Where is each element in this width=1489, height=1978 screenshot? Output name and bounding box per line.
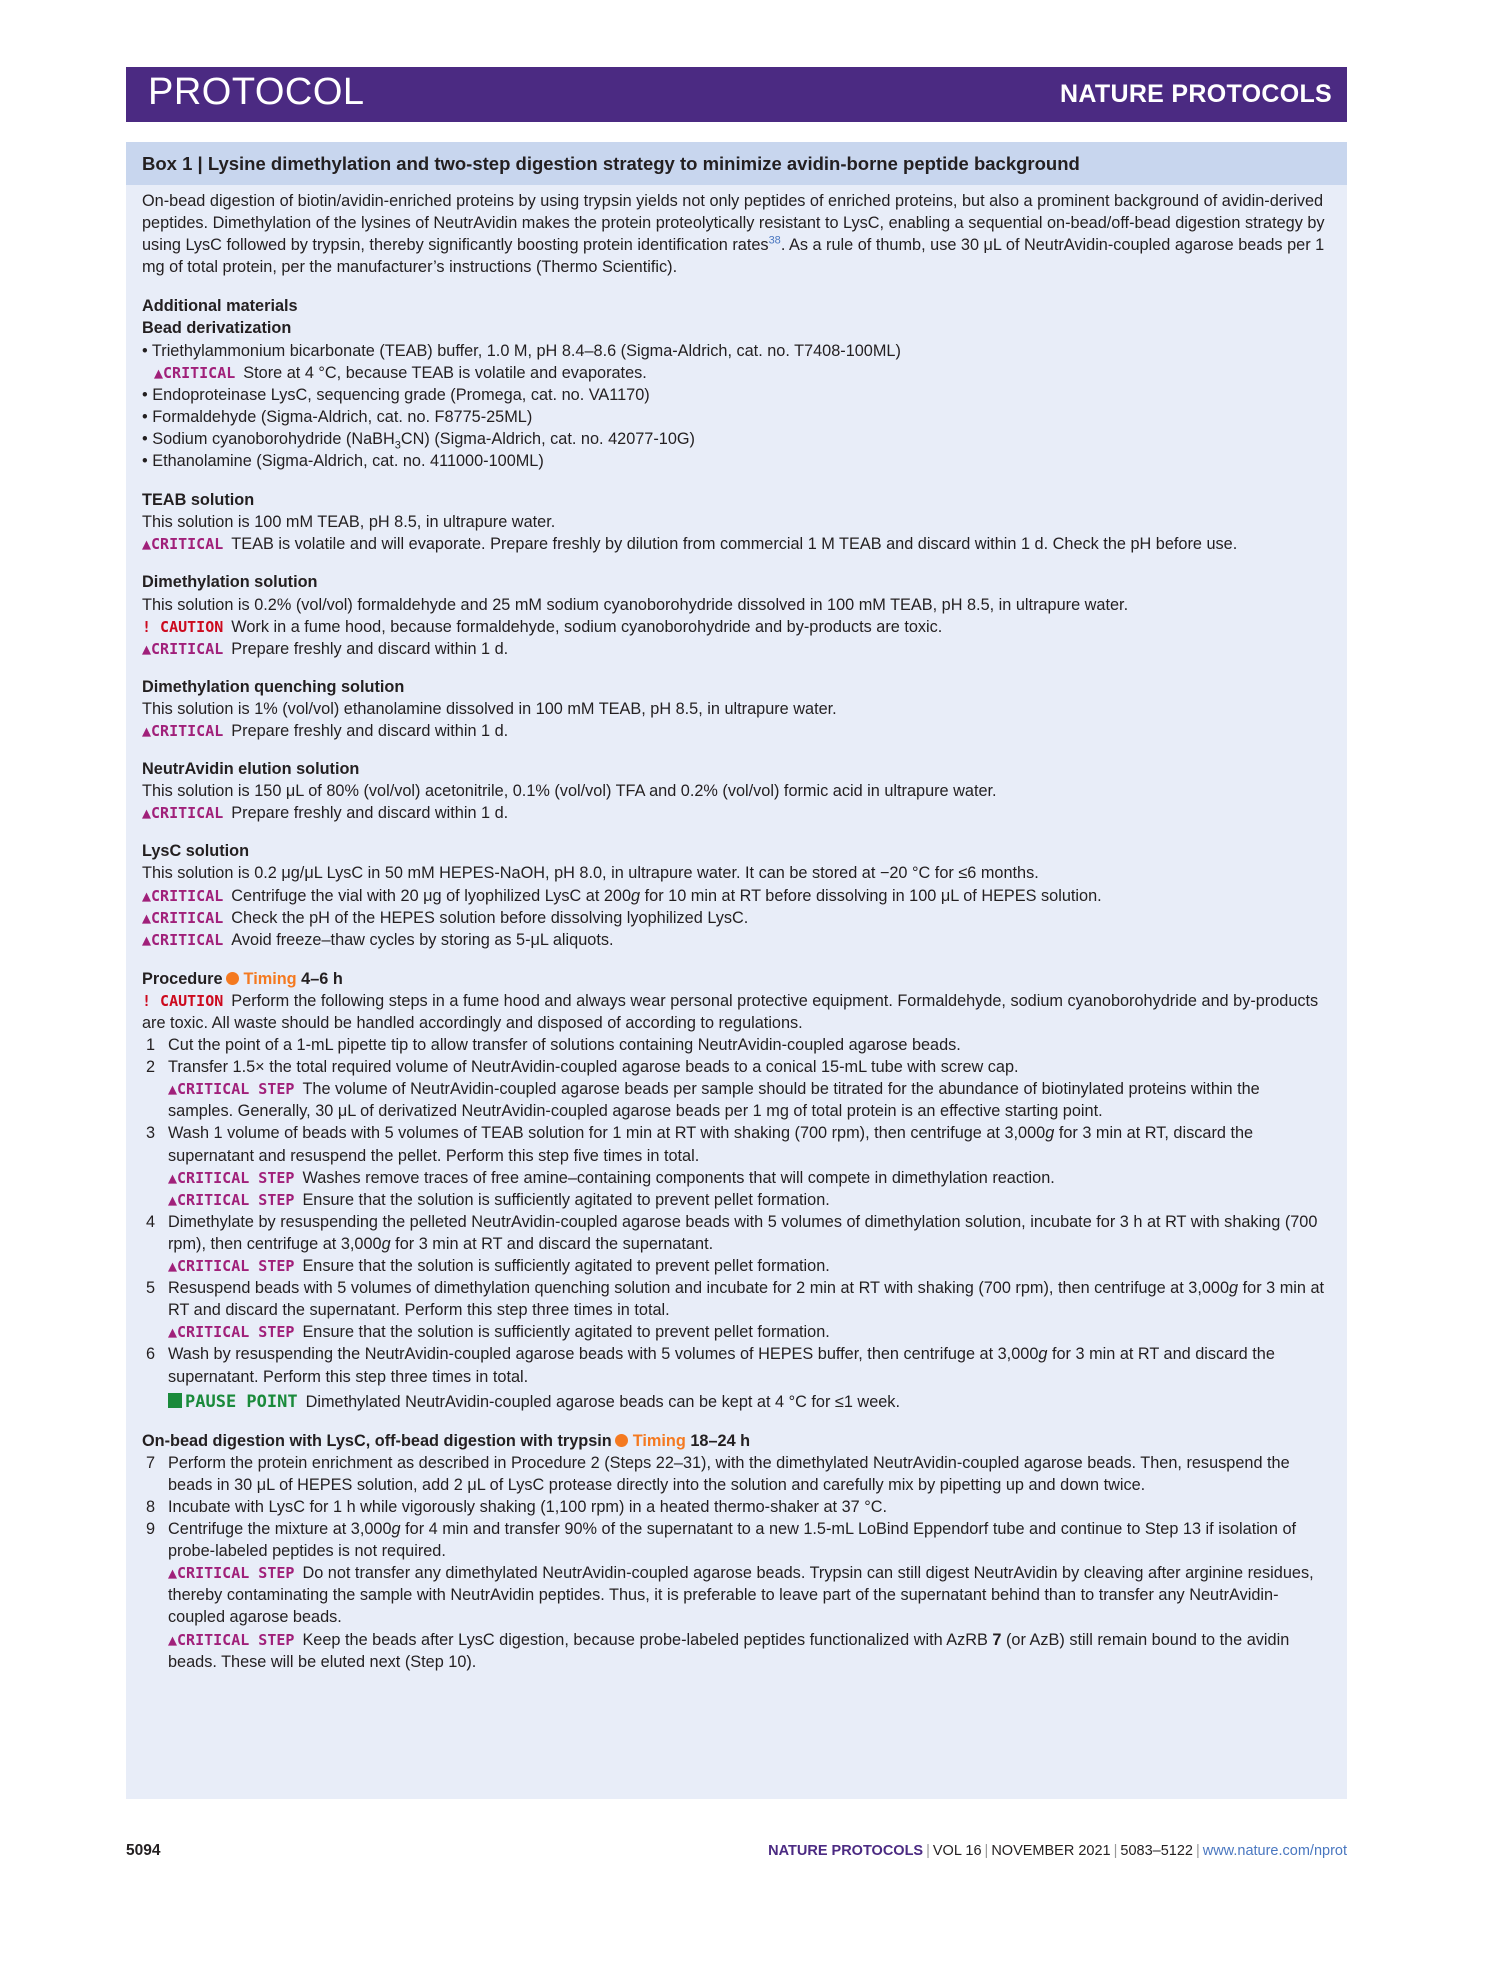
timing-dot-icon — [615, 1434, 628, 1447]
list-item: • Endoproteinase LysC, sequencing grade (Promega, cat. no. VA1170) — [142, 385, 650, 404]
step-9: 9 Centrifuge the mixture at 3,000g for 4 min and transfer 90% of the supernatant to a new 1.5-mL LoBind Eppendorf tube and continue to Step 13 if isolation of probe-labeled peptides is not required. — [146, 1520, 1297, 1561]
footer-citation: NATURE PROTOCOLS | VOL 16 | NOVEMBER 2021 | 5083–5122 | www.nature.com/nprot — [768, 1843, 1347, 1859]
teab-text: This solution is 100 mM TEAB, pH 8.5, in ultrapure water. — [142, 513, 556, 532]
box-body — [142, 190, 1328, 1673]
additional-materials-heading: Additional materials — [142, 297, 298, 316]
elution-heading: NeutrAvidin elution solution — [142, 760, 360, 779]
critical-step: ▲CRITICAL STEP Ensure that the solution is sufficiently agitated to prevent pellet formation. — [168, 1257, 830, 1276]
procedure-heading: Procedure Timing 4–6 h — [142, 969, 343, 988]
critical-step: ▲CRITICAL STEP Do not transfer any dimethylated NeutrAvidin-coupled agarose beads. Trypsin can still digest NeutrAvidin by cleaving after arginine residues, thereby contaminating the sample with NeutrAvidin peptides. Thus, it is preferable to leave part of the supernatant behind than to transfer any NeutrAvidin-coupled agarose beads. — [168, 1564, 1314, 1627]
step-2: 2 Transfer 1.5× the total required volume of NeutrAvidin-coupled agarose beads to a conical 15-mL tube with screw cap. — [146, 1058, 1019, 1077]
page-number: 5094 — [126, 1842, 161, 1859]
teab-heading: TEAB solution — [142, 491, 255, 510]
critical-step: ▲CRITICAL STEP Ensure that the solution is sufficiently agitated to prevent pellet formation. — [168, 1190, 830, 1209]
critical-note: ▲CRITICAL Check the pH of the HEPES solution before dissolving lyophilized LysC. — [142, 908, 749, 927]
critical-note: ▲CRITICAL Prepare freshly and discard within 1 d. — [142, 721, 509, 740]
elution-text: This solution is 150 μL of 80% (vol/vol) acetonitrile, 0.1% (vol/vol) TFA and 0.2% (vol/vol) formic acid in ultrapure water. — [142, 782, 997, 801]
critical-note: ▲CRITICAL Prepare freshly and discard within 1 d. — [142, 804, 509, 823]
dimethylation-text: This solution is 0.2% (vol/vol) formaldehyde and 25 mM sodium cyanoborohydride dissolved in 100 mM TEAB, pH 8.5, in ultrapure water. — [142, 595, 1129, 614]
critical-step: ▲CRITICAL STEP Keep the beads after LysC digestion, because probe-labeled peptides functionalized with AzRB 7 (or AzB) still remain bound to the avidin beads. These will be eluted next (Step 10). — [168, 1630, 1290, 1671]
critical-note: ▲CRITICAL Centrifuge the vial with 20 μg of lyophilized LysC at 200g for 10 min at RT before dissolving in 100 μL of HEPES solution. — [142, 886, 1102, 905]
step-3: 3 Wash 1 volume of beads with 5 volumes of TEAB solution for 1 min at RT with shaking (700 rpm), then centrifuge at 3,000g for 3 min at RT, discard the supernatant and resuspend the pellet. Perform this step five times in total. — [146, 1124, 1254, 1165]
critical-note: ▲CRITICAL Avoid freeze–thaw cycles by storing as 5-μL aliquots. — [142, 930, 614, 949]
box-title: Box 1 | Lysine dimethylation and two-step digestion strategy to minimize avidin-borne peptide background — [126, 142, 1347, 185]
pause-point: PAUSE POINT Dimethylated NeutrAvidin-coupled agarose beads can be kept at 4 °C for ≤1 week. — [142, 1391, 1328, 1413]
bead-derivatization-heading: Bead derivatization — [142, 319, 292, 338]
section-label: PROTOCOL — [148, 71, 365, 113]
intro-paragraph: On-bead digestion of biotin/avidin-enriched proteins by using trypsin yields not only peptides of enriched proteins, but also a prominent background of avidin-derived peptides. Dimethylation of the lysines of NeutrAvidin makes the protein proteolytically resistant to LysC, enabling a sequential on-bead/off-bead digestion strategy by using LysC followed by trypsin, thereby significantly boosting protein identification rates$^{38}$. As a rule of thumb, use 30 μL of NeutrAvidin-coupled agarose beads per 1 mg of total protein, per the manufacturer’s instructions (Thermo Scientific). — [142, 192, 1325, 277]
pause-label: PAUSE POINT — [185, 1391, 298, 1412]
critical-note: ▲CRITICAL Store at 4 °C, because TEAB is volatile and evaporates. — [154, 363, 647, 382]
digestion-heading: On-bead digestion with LysC, off-bead digestion with trypsin Timing 18–24 h — [142, 1431, 751, 1450]
list-item: • Sodium cyanoborohydride (NaBH$_3$CN) (Sigma-Aldrich, cat. no. 42077-10G) — [142, 429, 695, 452]
step-4: 4 Dimethylate by resuspending the pelleted NeutrAvidin-coupled agarose beads with 5 volumes of dimethylation solution, incubate for 3 h at RT with shaking (700 rpm), then centrifuge at 3,000g for 3 min at RT and discard the supernatant. — [146, 1212, 1318, 1253]
lysc-text: This solution is 0.2 μg/μL LysC in 50 mM HEPES-NaOH, pH 8.0, in ultrapure water. It can be stored at −20 °C for ≤6 months. — [142, 864, 1039, 883]
step-8: 8 Incubate with LysC for 1 h while vigorously shaking (1,100 rpm) in a heated thermo-shaker at 37 °C. — [146, 1497, 888, 1516]
list-item: • Formaldehyde (Sigma-Aldrich, cat. no. F8775-25ML) — [142, 407, 533, 426]
timing-dot-icon — [226, 972, 239, 985]
header-bar — [126, 67, 1347, 122]
quenching-text: This solution is 1% (vol/vol) ethanolamine dissolved in 100 mM TEAB, pH 8.5, in ultrapure water. — [142, 699, 837, 718]
journal-url-link[interactable]: www.nature.com/nprot — [1202, 1843, 1347, 1859]
critical-step: ▲CRITICAL STEP Washes remove traces of free amine–containing components that will compete in dimethylation reaction. — [168, 1168, 1055, 1187]
step-6: 6 Wash by resuspending the NeutrAvidin-coupled agarose beads with 5 volumes of HEPES buffer, then centrifuge at 3,000g for 3 min at RT and discard the supernatant. Perform this step three times in total. — [146, 1345, 1275, 1386]
caution-note: ! CAUTION Work in a fume hood, because formaldehyde, sodium cyanoborohydride and by-products are toxic. — [142, 617, 943, 636]
critical-note: ▲CRITICAL TEAB is volatile and will evaporate. Prepare freshly by dilution from commercial 1 M TEAB and discard within 1 d. Check the pH before use. — [142, 535, 1238, 554]
step-7: 7 Perform the protein enrichment as described in Procedure 2 (Steps 22–31), with the dimethylated NeutrAvidin-coupled agarose beads. Then, resuspend the beads in 30 μL of HEPES solution, add 2 μL of LysC protease directly into the solution and carefully mix by pipetting up and down twice. — [146, 1453, 1290, 1494]
critical-step: ▲CRITICAL STEP Ensure that the solution is sufficiently agitated to prevent pellet formation. — [168, 1323, 830, 1342]
lysc-heading: LysC solution — [142, 842, 250, 861]
critical-label: ▲CRITICAL — [154, 363, 236, 382]
quenching-heading: Dimethylation quenching solution — [142, 677, 405, 696]
list-item: • Ethanolamine (Sigma-Aldrich, cat. no. 411000-100ML) — [142, 452, 544, 471]
caution-label: ! CAUTION — [142, 617, 224, 636]
dimethylation-heading: Dimethylation solution — [142, 573, 318, 592]
list-item: • Triethylammonium bicarbonate (TEAB) buffer, 1.0 M, pH 8.4–8.6 (Sigma-Aldrich, cat. no. T7408-100ML) — [142, 341, 901, 360]
caution-note: ! CAUTION Perform the following steps in a fume hood and always wear personal protective equipment. Formaldehyde, sodium cyanoborohydride and by-products are toxic. All waste should be handled accordingly and disposed of according to regulations. — [142, 991, 1319, 1032]
step-5: 5 Resuspend beads with 5 volumes of dimethylation quenching solution and incubate for 2 min at RT with shaking (700 rpm), then centrifuge at 3,000g for 3 min at RT and discard the supernatant. Perform this step three times in total. — [146, 1279, 1325, 1320]
box-1 — [126, 142, 1347, 1799]
citation-link[interactable]: 38 — [768, 234, 781, 247]
pause-square-icon — [168, 1393, 182, 1408]
critical-step: ▲CRITICAL STEP The volume of NeutrAvidin-coupled agarose beads per sample should be titrated for the abundance of biotinylated proteins within the samples. Generally, 30 μL of derivatized NeutrAvidin-coupled agarose beads per 1 mg of total protein is an effective starting point. — [168, 1080, 1260, 1121]
critical-note: ▲CRITICAL Prepare freshly and discard within 1 d. — [142, 639, 509, 658]
step-1: 1 Cut the point of a 1-mL pipette tip to allow transfer of solutions containing NeutrAvidin-coupled agarose beads. — [146, 1036, 961, 1055]
journal-label: NATURE PROTOCOLS — [1060, 80, 1332, 108]
